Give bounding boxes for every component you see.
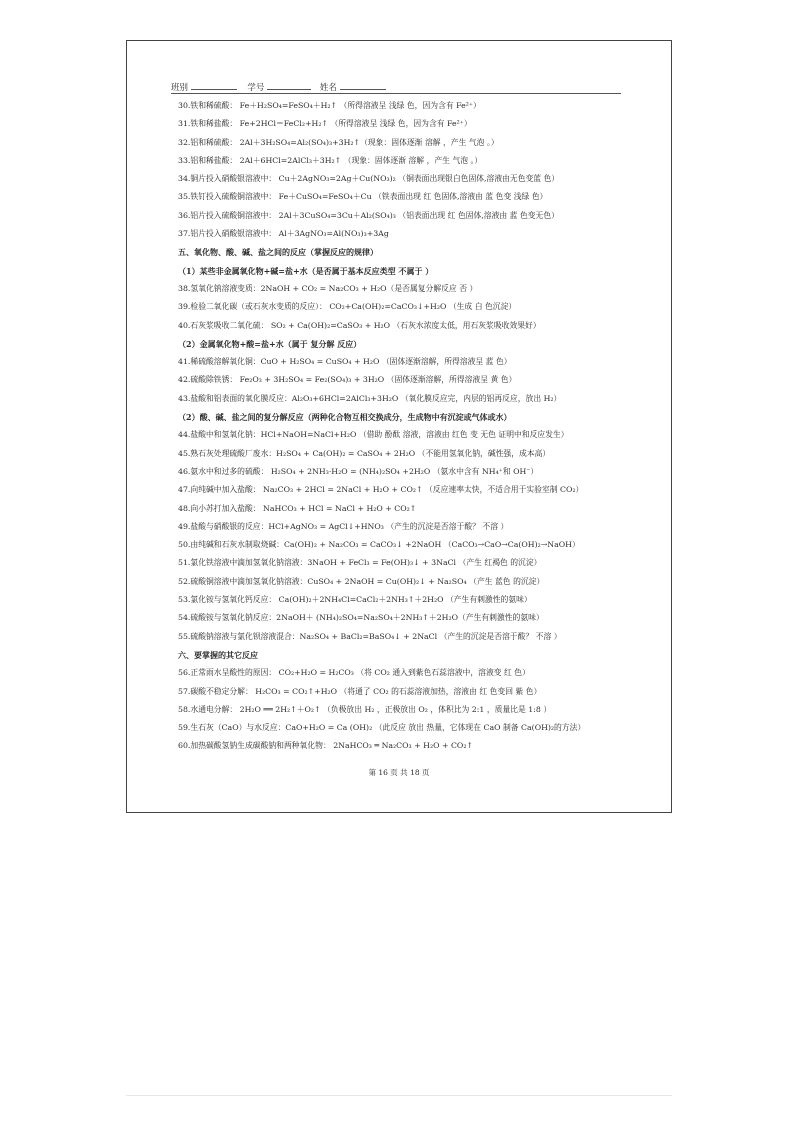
- name-label: 姓名: [319, 83, 337, 93]
- section-heading: 五、氧化物、酸、碱、盐之间的反应（掌握反应的规律）: [178, 247, 378, 258]
- reaction-line: 33.铝和稀盐酸： 2Al＋6HCl=2AlCl₃＋3H₂↑ （现象：固体逐渐 溶解 ，产生 气泡 。）: [178, 155, 483, 165]
- subsection-heading: （2）金属氧化物+酸=盐+水（属于 复分解 反应）: [178, 338, 362, 349]
- class-blank: [191, 79, 237, 90]
- reaction-line: 44.盐酸中和氢氧化钠：HCl+NaOH=NaCl+H₂O （借助 酚酞 溶液，溶液由 红色 变 无色 证明中和反应发生）: [178, 430, 569, 440]
- page-number: 第 16 页 共 18 页: [368, 768, 430, 777]
- reaction-list: [178, 97, 648, 756]
- reaction-line: 41.稀硫酸溶解氧化铜：CuO + H₂SO₄ = CuSO₄ + H₂O （固体逐渐溶解，所得溶液呈 蓝 色）: [178, 357, 512, 367]
- reaction-line: 42.硫酸除铁锈： Fe₂O₃ + 3H₂SO₄ = Fe₂(SO₄)₃ + 3H₂O （固体逐渐溶解，所得溶液呈 黄 色）: [178, 375, 517, 385]
- reaction-line: 58.水通电分解： 2H₂O ══ 2H₂↑＋O₂↑ （负极放出 H₂ ，正极放出 O₂ ，体积比为 2:1 ，质量比是 1:8 ）: [178, 704, 552, 714]
- reaction-line: 38.氢氧化钠溶液变质：2NaOH + CO₂ = Na₂CO₃ + H₂O（是否属复分解反应 否 ）: [178, 283, 478, 293]
- document-page: [126, 40, 672, 813]
- reaction-line: 59.生石灰（CaO）与水反应：CaO+H₂O = Ca (OH)₂ （此反应 放出 热量，它体现在 CaO 制备 Ca(OH)₂的方法）: [178, 723, 586, 733]
- class-label: 班别: [171, 83, 189, 93]
- student-info-header: [171, 79, 621, 94]
- reaction-line: 57.碳酸不稳定分解： H₂CO₃ = CO₂↑+H₂O （将通了 CO₂ 的石蕊溶液加热，溶液由 红 色变回 紫 色）: [178, 686, 542, 696]
- reaction-line: 35.铁钉投入硫酸铜溶液中： Fe＋CuSO₄=FeSO₄＋Cu （铁表面出现 红 色固体,溶液由 蓝 色变 浅绿 色）: [178, 192, 548, 202]
- section-heading: 六、要掌握的其它反应: [178, 649, 258, 660]
- reaction-line: 55.硫酸钠溶液与氯化钡溶液混合：Na₂SO₄ + BaCl₂=BaSO₄↓ + 2NaCl （产生的沉淀是否溶于酸？ 不溶 ）: [178, 631, 562, 641]
- reaction-line: 60.加热碳酸氢钠生成碳酸钠和两种氧化物： 2NaHCO₃ ═ Na₂CO₃ + H₂O + CO₂↑: [178, 741, 473, 751]
- reaction-line: 40.石灰浆吸收二氧化硫： SO₂ + Ca(OH)₂=CaSO₃ + H₂O （石灰水浓度太低，用石灰浆吸收效果好）: [178, 320, 541, 330]
- reaction-line: 47.向纯碱中加入盐酸： Na₂CO₃ + 2HCl = 2NaCl + H₂O + CO₂↑ （反应速率太快，不适合用于实验室制 CO₂）: [178, 485, 584, 495]
- reaction-line: 36.铝片投入硫酸铜溶液中： 2Al＋3CuSO₄=3Cu＋Al₂(SO₄)₃ （铝表面出现 红 色固体,溶液由 蓝 色变无色）: [178, 210, 559, 220]
- subsection-heading: （2）酸、碱、盐之间的复分解反应（两种化合物互相交换成分，生成物中有沉淀或气体或水）: [178, 412, 512, 423]
- reaction-line: 46.氨水中和过多的硫酸： H₂SO₄ + 2NH₃·H₂O = (NH₄)₂SO₄ +2H₂O （氨水中含有 NH₄⁺和 OH⁻）: [178, 466, 539, 476]
- reaction-line: 45.熟石灰处理硫酸厂废水：H₂SO₄ + Ca(OH)₂ = CaSO₄ + 2H₂O （不能用氢氧化钠，碱性强，成本高）: [178, 448, 551, 458]
- reaction-line: 34.铜片投入硝酸银溶液中： Cu＋2AgNO₃=2Ag＋Cu(NO₃)₂ （铜表面出现银白色固体,溶液由无色变蓝 色）: [178, 174, 560, 184]
- reaction-line: 51.氯化铁溶液中滴加氢氧化钠溶液：3NaOH + FeCl₃ = Fe(OH)₃↓ + 3NaCl （产生 红褐色 的沉淀）: [178, 558, 542, 568]
- reaction-line: 50.由纯碱和石灰水制取烧碱：Ca(OH)₂ + Na₂CO₃ = CaCO₃↓ +2NaOH （CaCO₃→CaO→Ca(OH)₂→NaOH）: [178, 540, 580, 550]
- bottom-divider: [126, 1095, 672, 1096]
- reaction-line: 54.硫酸铵与氢氧化钠反应：2NaOH＋ (NH₄)₂SO₄=Na₂SO₄＋2NH₃↑＋2H₂O（产生有刺激性的氨味）: [178, 613, 544, 623]
- student-id-blank: [267, 79, 311, 90]
- reaction-line: 48.向小苏打加入盐酸： NaHCO₃ + HCl = NaCl + H₂O + CO₂↑: [178, 503, 417, 513]
- student-id-label: 学号: [247, 83, 265, 93]
- reaction-line: 32.铝和稀硫酸： 2Al＋3H₂SO₄=Al₂(SO₄)₃+3H₂↑（现象：固体逐渐 溶解 ，产生 气泡 。）: [178, 137, 499, 147]
- subsection-heading: （1）某些非金属氧化物+碱=盐+水（是否属于基本反应类型 不属于 ）: [178, 265, 434, 276]
- reaction-line: 39.检验二氧化碳（或石灰水变质的反应）： CO₂+Ca(OH)₂=CaCO₃↓+H₂O （生成 白 色沉淀）: [178, 302, 517, 312]
- reaction-line: 30.铁和稀硫酸： Fe＋H₂SO₄=FeSO₄＋H₂↑ （所得溶液呈 浅绿 色，因为含有 Fe²⁺）: [178, 101, 481, 110]
- reaction-line: 53.氯化铵与氢氧化钙反应： Ca(OH)₂＋2NH₄Cl=CaCl₂＋2NH₃↑＋2H₂O （产生有刺激性的氨味）: [178, 595, 532, 605]
- reaction-line: 49.盐酸与硝酸银的反应：HCl+AgNO₃ = AgCl↓+HNO₃ （产生的沉淀是否溶于酸？ 不溶 ）: [178, 521, 509, 531]
- reaction-line: 56.正常雨水呈酸性的原因： CO₂+H₂O = H₂CO₃ （将 CO₂ 通入到紫色石蕊溶液中，溶液变 红 色）: [178, 668, 530, 678]
- reaction-line: 37.铝片投入硝酸银溶液中： Al＋3AgNO₃=Al(NO₃)₃+3Ag: [178, 229, 389, 239]
- reaction-line: 52.硫酸铜溶液中滴加氢氧化钠溶液：CuSO₄ + 2NaOH = Cu(OH)₂↓ + Na₂SO₄ （产生 蓝色 的沉淀）: [178, 576, 545, 586]
- name-blank: [340, 79, 386, 90]
- reaction-line: 43.盐酸和铝表面的氧化膜反应：Al₂O₃+6HCl=2AlCl₃+3H₂O （氧化膜反应完，内层的铝再反应，放出 H₂）: [178, 393, 562, 403]
- reaction-line: 31.铁和稀盐酸： Fe+2HCl＝FeCl₂+H₂↑ （所得溶液呈 浅绿 色，因为含有 Fe²⁺）: [178, 119, 472, 129]
